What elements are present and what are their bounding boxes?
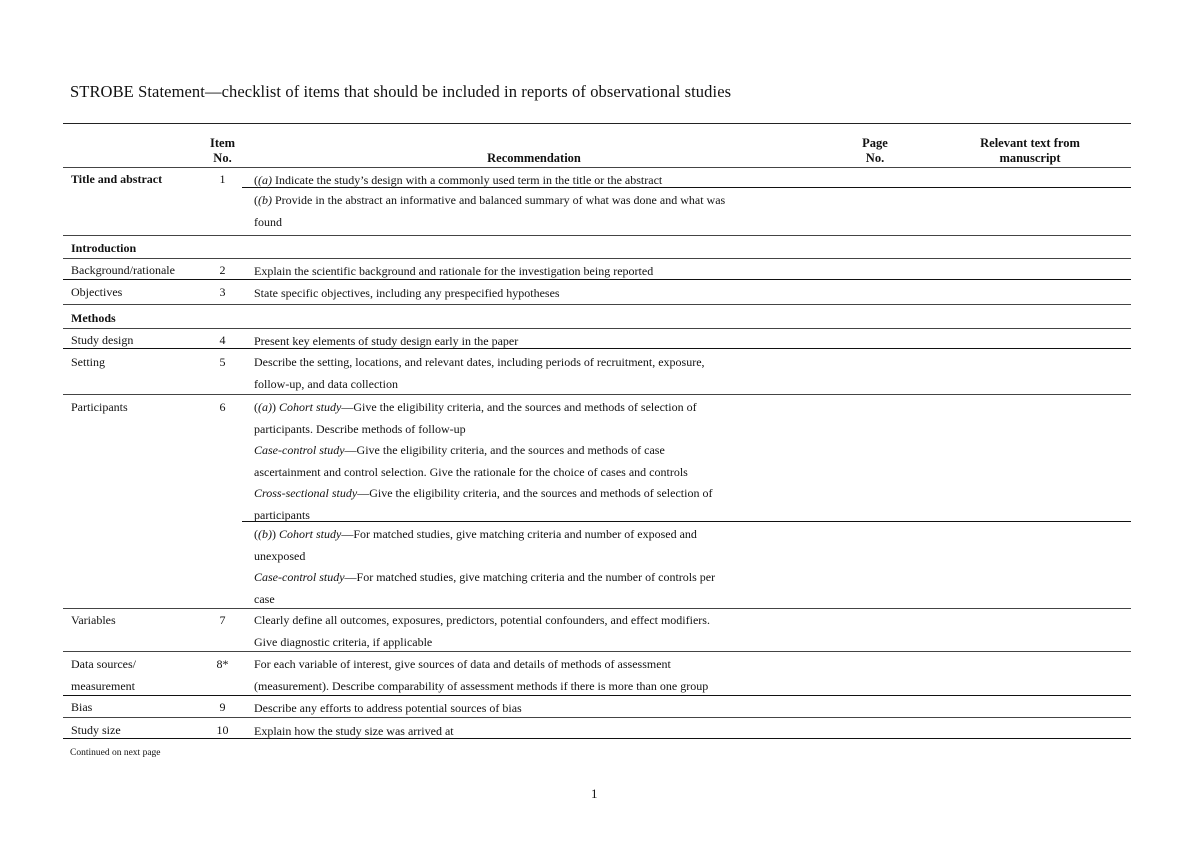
section-setting: Setting <box>71 355 106 369</box>
rule-after-study-design <box>63 348 1131 349</box>
section-data-sources-line2: measurement <box>71 678 135 693</box>
header-relevant-text <box>950 136 1110 166</box>
section-methods: Methods <box>71 311 116 325</box>
continued-footnote: Continued on next page <box>70 748 161 758</box>
rule-after-objectives <box>63 304 1131 305</box>
item-number-10: 10 <box>216 723 229 737</box>
text-6b-line2: unexposed <box>254 548 306 563</box>
header-page-line2: No. <box>865 151 885 165</box>
text-5-line1: Describe the setting, locations, and relevant dates, including periods of recruitment, exposure, <box>254 355 705 369</box>
rule-after-title-abstract <box>63 235 1131 236</box>
header-item-line2: No. <box>213 151 232 165</box>
text-5-line2: follow-up, and data collection <box>254 376 398 391</box>
item-number-5: 5 <box>219 355 226 369</box>
document-title: STROBE Statement—checklist of items that should be included in reports of observational studies <box>70 82 732 101</box>
prefix-1a: (a) <box>258 173 272 187</box>
label-case-control-study-b: Case-control study <box>254 570 345 584</box>
header-bottom-rule <box>63 167 1131 168</box>
recommendation-5 <box>254 352 814 395</box>
page-number: 1 <box>591 786 598 801</box>
prefix-6b-close: ) <box>272 527 279 541</box>
rule-after-participants <box>63 608 1131 609</box>
text-6a-cs-line2: participants <box>254 507 310 522</box>
recommendation-7 <box>254 610 814 653</box>
recommendation-1b <box>254 190 814 233</box>
prefix-6a: (a) <box>258 400 272 414</box>
prefix-6a-close: ) <box>272 400 279 414</box>
prefix-6b: (b) <box>258 527 272 541</box>
section-introduction: Introduction <box>71 241 137 255</box>
text-8-line1: For each variable of interest, give sources of data and details of methods of assessment <box>254 657 671 671</box>
recommendation-8 <box>254 654 814 697</box>
text-6a-cs-line1: —Give the eligibility criteria, and the sources and methods of selection of <box>357 486 713 500</box>
item-number-9: 9 <box>219 700 226 714</box>
recommendation-3: State specific objectives, including any prespecified hypotheses <box>254 286 560 300</box>
rule-after-study-size <box>63 738 1131 739</box>
section-study-design: Study design <box>71 333 134 347</box>
recommendation-1a: ((a) Indicate the study’s design with a commonly used term in the title or the abstract <box>254 173 663 187</box>
rule-after-background <box>63 279 1131 280</box>
prefix-6b-open: ( <box>254 527 258 541</box>
rule-after-bias <box>63 717 1131 718</box>
text-1a: Indicate the study’s design with a commonly used term in the title or the abstract <box>272 173 663 187</box>
header-relevant-line2: manuscript <box>999 151 1061 165</box>
item-number-4: 4 <box>219 333 226 347</box>
recommendation-9: Describe any efforts to address potential sources of bias <box>254 701 522 715</box>
label-cohort-study-b: Cohort study <box>279 527 342 541</box>
header-page-no <box>840 136 910 166</box>
rule-after-introduction <box>63 258 1131 259</box>
header-item-no <box>200 136 245 166</box>
prefix-1b: (b) <box>258 193 272 207</box>
rule-after-setting <box>63 394 1131 395</box>
text-8-line2: (measurement). Describe comparability of assessment methods if there is more than one group <box>254 678 709 693</box>
recommendation-6b <box>254 524 814 610</box>
text-6a-line1: —Give the eligibility criteria, and the sources and methods of selection of <box>341 400 697 414</box>
rule-1a <box>242 187 1131 188</box>
section-title-abstract: Title and abstract <box>71 172 163 186</box>
recommendation-2: Explain the scientific background and rationale for the investigation being reported <box>254 264 654 278</box>
text-7-line1: Clearly define all outcomes, exposures, predictors, potential confounders, and effect modifiers. <box>254 613 710 627</box>
section-data-sources-line1: Data sources/ <box>71 657 136 671</box>
recommendation-10: Explain how the study size was arrived at <box>254 724 454 738</box>
recommendation-4: Present key elements of study design early in the paper <box>254 334 519 348</box>
text-6a-cc-line2: ascertainment and control selection. Give the rationale for the choice of cases and controls <box>254 464 688 479</box>
item-number-8: 8* <box>216 657 229 671</box>
text-6b-cc-line1: —For matched studies, give matching criteria and the number of controls per <box>344 570 716 584</box>
header-recommendation: Recommendation <box>487 151 581 165</box>
rule-6a <box>242 521 1131 522</box>
rule-after-data-sources <box>63 695 1131 696</box>
text-1b-line2: found <box>254 214 282 229</box>
prefix-6a-open: ( <box>254 400 258 414</box>
section-data-sources <box>71 654 136 697</box>
section-background: Background/rationale <box>71 263 175 277</box>
section-objectives: Objectives <box>71 285 123 299</box>
text-6b-line1: —For matched studies, give matching criteria and number of exposed and <box>341 527 697 541</box>
item-number-2: 2 <box>219 263 226 277</box>
header-page-line1: Page <box>862 136 888 150</box>
item-number-1: 1 <box>219 172 226 186</box>
section-participants: Participants <box>71 400 128 414</box>
text-6a-cc-line1: —Give the eligibility criteria, and the sources and methods of case <box>344 443 665 457</box>
label-cross-sectional-study: Cross-sectional study <box>254 486 358 500</box>
text-6a-line2: participants. Describe methods of follow-up <box>254 421 466 436</box>
header-top-rule <box>63 123 1131 124</box>
item-number-7: 7 <box>219 613 226 627</box>
text-1b-line1: Provide in the abstract an informative and balanced summary of what was done and what was <box>272 193 726 207</box>
header-relevant-line1: Relevant text from <box>980 136 1080 150</box>
label-cohort-study-a: Cohort study <box>279 400 342 414</box>
rule-after-variables <box>63 651 1131 652</box>
label-case-control-study-a: Case-control study <box>254 443 345 457</box>
prefix-1b-open: ( <box>254 193 258 207</box>
text-7-line2: Give diagnostic criteria, if applicable <box>254 634 433 649</box>
text-6b-cc-line2: case <box>254 591 275 606</box>
section-study-size: Study size <box>71 723 121 737</box>
item-number-3: 3 <box>219 285 226 299</box>
rule-after-methods <box>63 328 1131 329</box>
section-variables: Variables <box>71 613 116 627</box>
recommendation-6a <box>254 397 814 526</box>
header-item-line1: Item <box>210 136 235 150</box>
item-number-6: 6 <box>219 400 226 414</box>
section-bias: Bias <box>71 700 93 714</box>
